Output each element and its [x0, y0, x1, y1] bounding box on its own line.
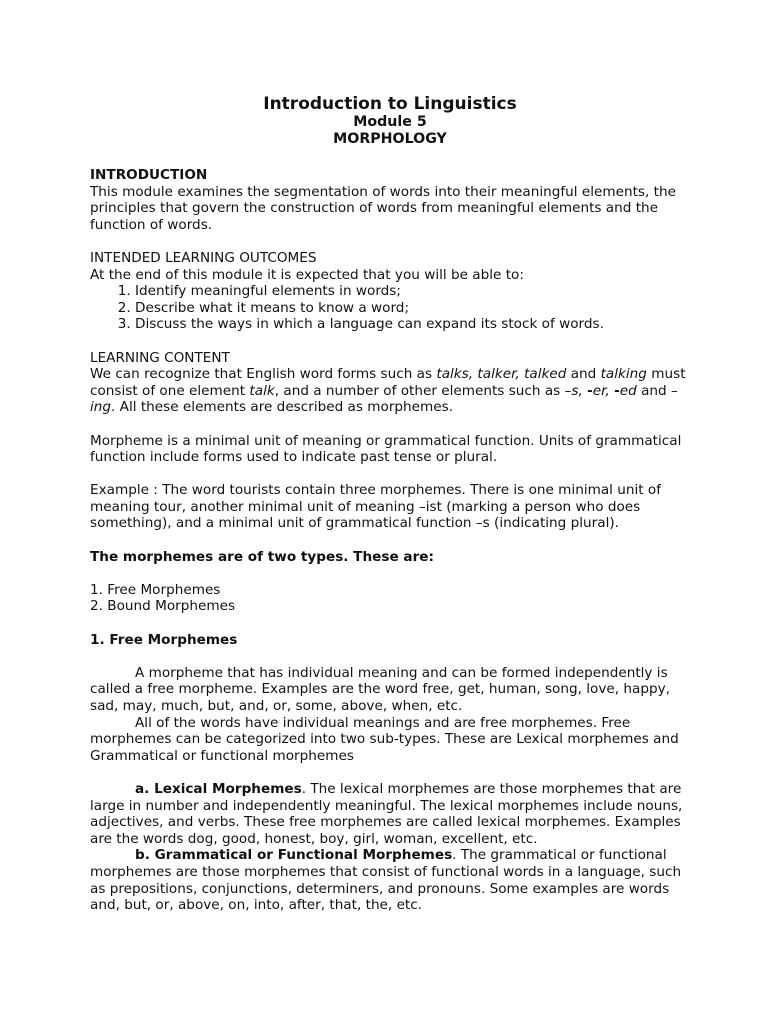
introduction-text: This module examines the segmentation of words into their meaningful elements, the principles that govern the construction of words from meaningful elements and the function of words.: [90, 183, 676, 233]
outcome-item: 1. Identify meaningful elements in words;: [135, 283, 690, 300]
types-heading: The morphemes are of two types. These are:: [90, 548, 434, 565]
document-title: Introduction to Linguistics: [263, 94, 517, 114]
outcome-item: 2. Describe what it means to know a word;: [135, 300, 690, 317]
learning-content-heading: LEARNING CONTENT: [90, 349, 230, 366]
module-topic: MORPHOLOGY: [333, 131, 447, 147]
introduction-heading: INTRODUCTION: [90, 167, 208, 183]
learning-content-paragraph: We can recognize that English word forms such as talks, talker, talked and talking must consist of one element talk, and a number of other elements such as –s, -er, -ed and –ing. All these elements are described as morphemes.: [90, 366, 686, 416]
outcomes-list: [90, 283, 690, 333]
outcomes-heading: INTENDED LEARNING OUTCOMES: [90, 249, 317, 266]
free-morpheme-paragraph: A morpheme that has individual meaning and can be formed independently is called a free morpheme. Examples are the word free, get, human, song, love, happy, sad, may, much, but, and, or, some, above, when, etc.: [90, 664, 670, 714]
example-paragraph: Example : The word tourists contain three morphemes. There is one minimal unit of meaning tour, another minimal unit of meaning –ist (marking a person who does something), and a minimal unit of grammatical function –s (indicating plural).: [90, 482, 662, 532]
lexical-morphemes-paragraph: a. Lexical Morphemes. The lexical morphemes are those morphemes that are large in number and independently meaningful. The lexical morphemes include nouns, adjectives, and verbs. These free morphemes are called lexical morphemes. Examples are the words dog, good, honest, boy, girl, woman, excellent, etc.: [90, 780, 683, 847]
morpheme-definition: Morpheme is a minimal unit of meaning or grammatical function. Units of grammatical function include forms used to indicate past tense or plural.: [90, 432, 682, 466]
outcome-item: 3. Discuss the ways in which a language can expand its stock of words.: [135, 316, 690, 333]
document-body: [90, 94, 690, 914]
free-morpheme-subtypes-paragraph: All of the words have individual meanings and are free morphemes. Free morphemes can be categorized into two sub-types. These are Lexical morphemes and Grammatical or functional morphemes: [90, 714, 679, 764]
functional-morphemes-paragraph: b. Grammatical or Functional Morphemes. The grammatical or functional morphemes are those morphemes that consist of functional words in a language, such as prepositions, conjunctions, determiners, and pronouns. Some examples are words and, but, or, above, on, into, after, that, the, etc.: [90, 847, 682, 914]
module-number: Module 5: [353, 114, 427, 130]
free-morphemes-heading: 1. Free Morphemes: [90, 631, 238, 648]
outcomes-lead: At the end of this module it is expected that you will be able to:: [90, 266, 524, 283]
type-item: 1. Free Morphemes: [90, 581, 221, 598]
type-item: 2. Bound Morphemes: [90, 598, 236, 615]
